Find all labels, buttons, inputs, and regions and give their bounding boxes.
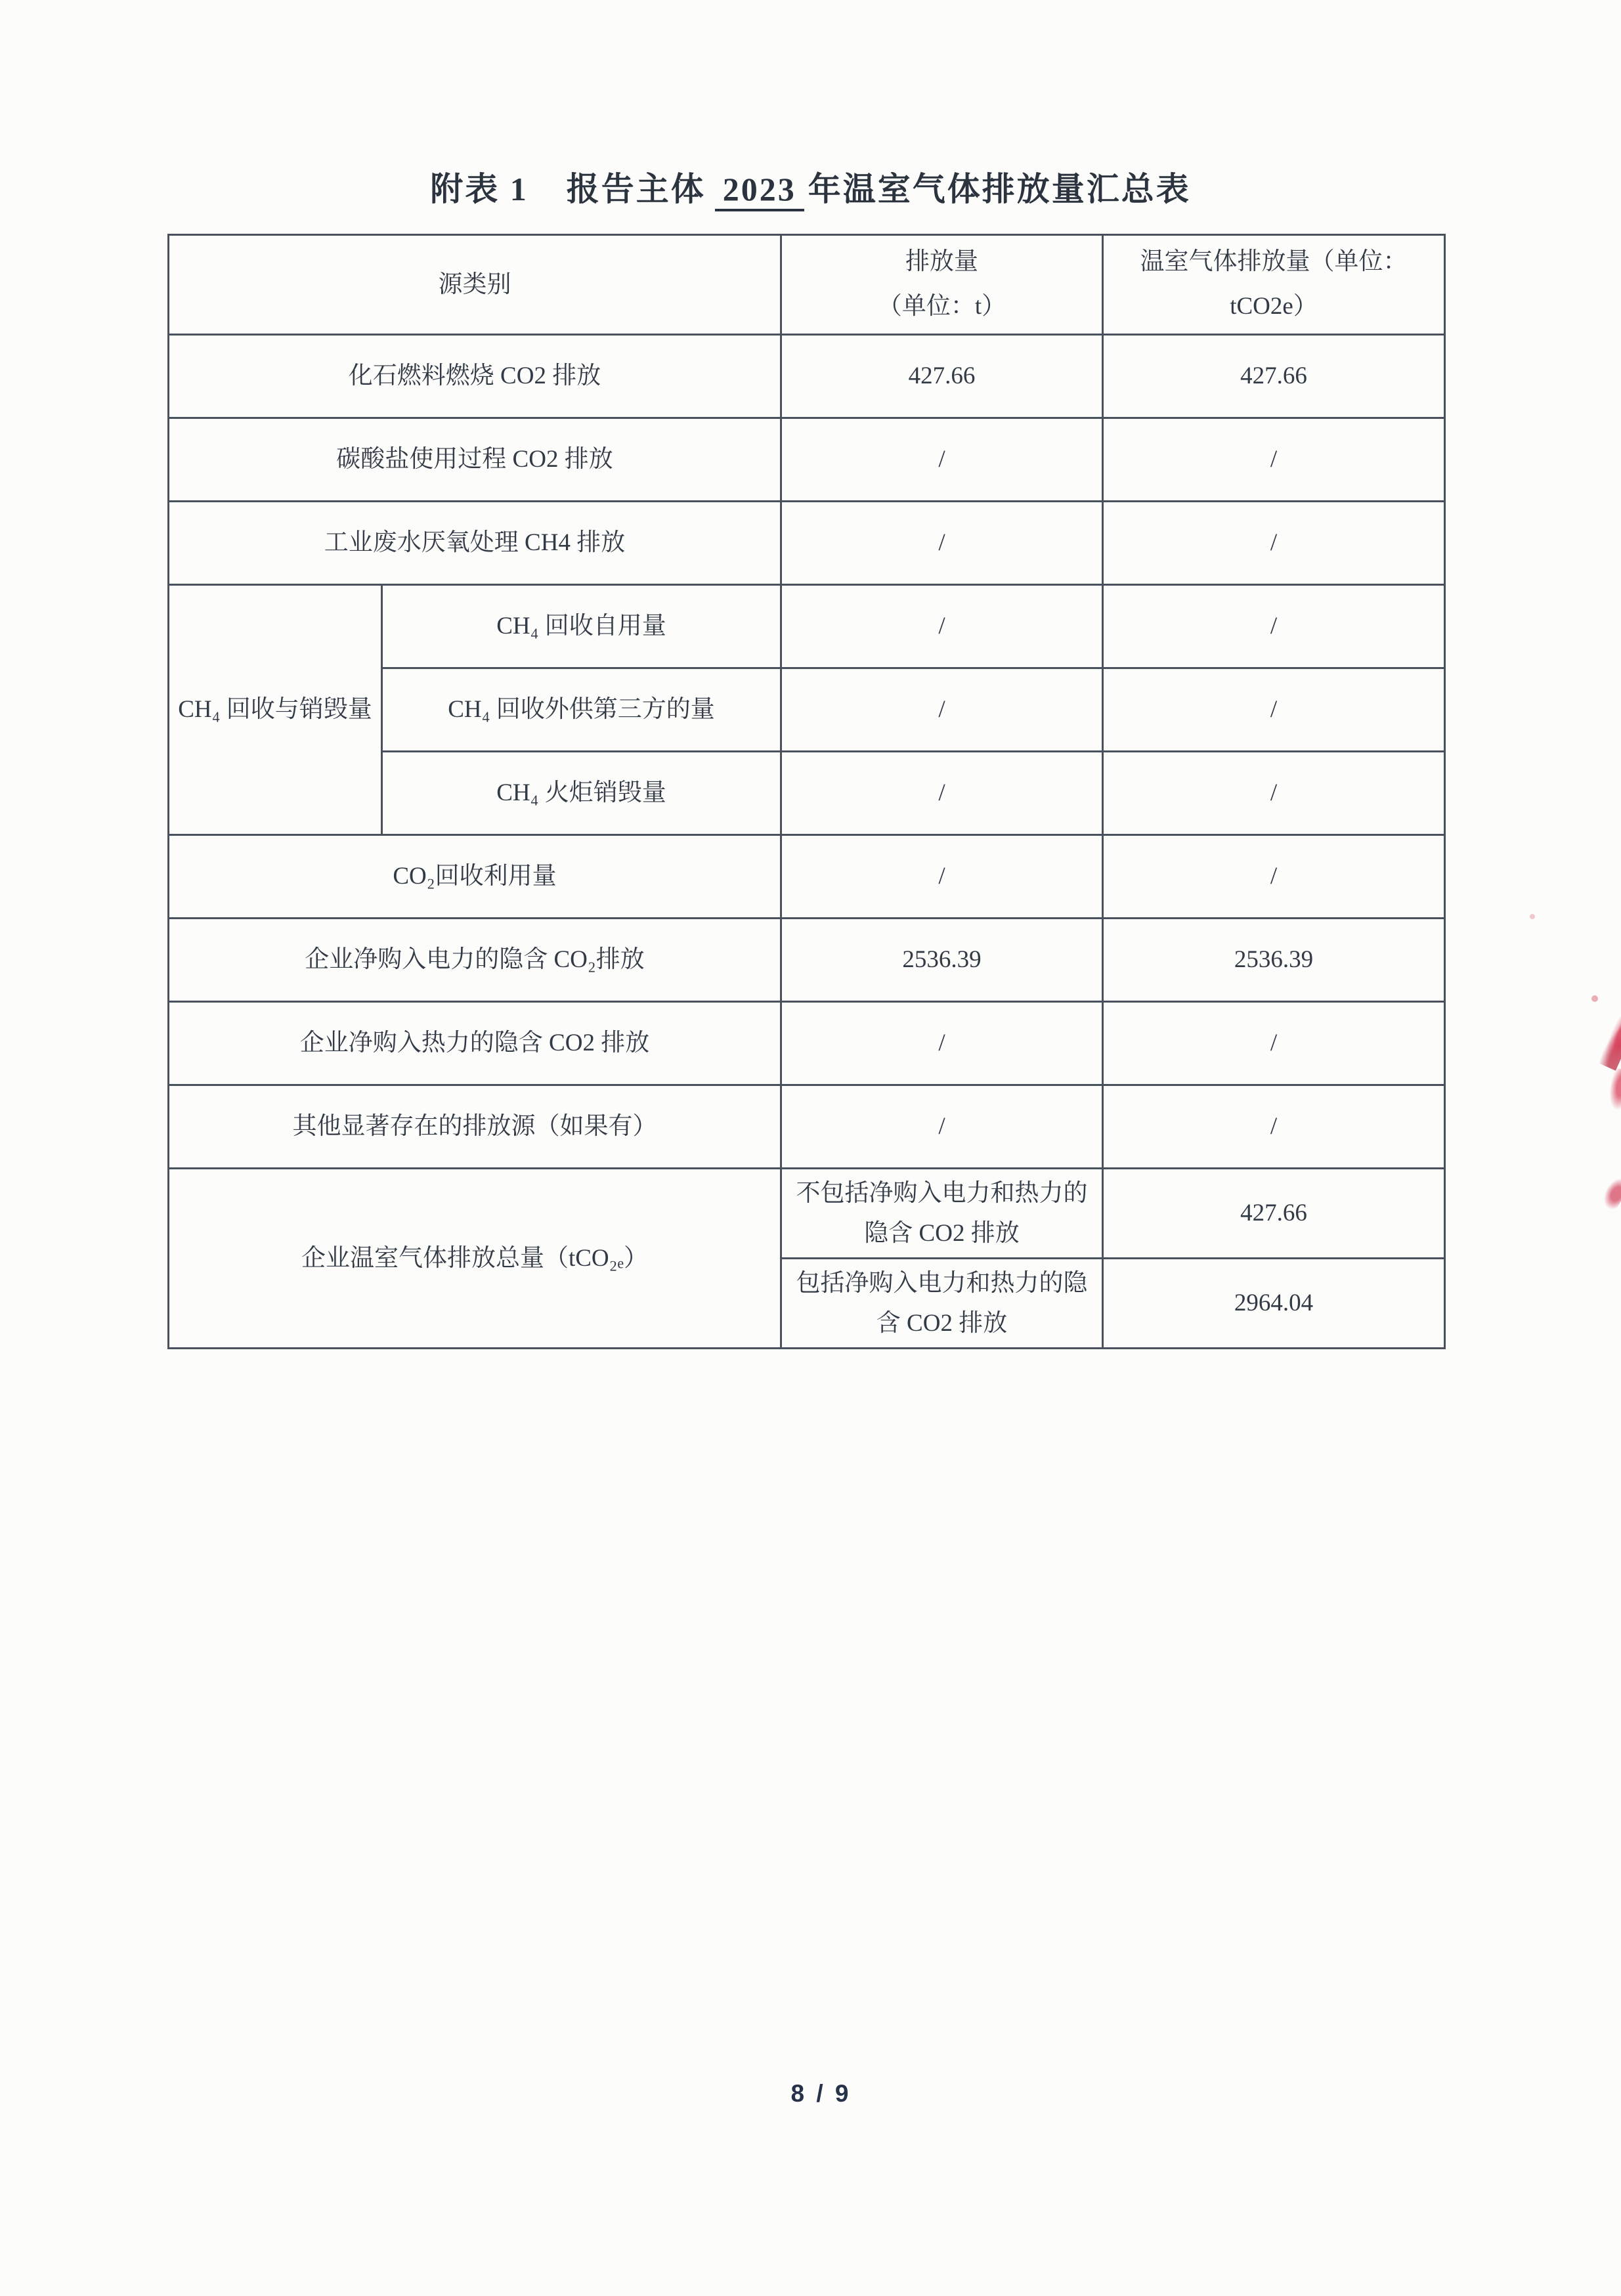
ghg-value: / — [1103, 1001, 1445, 1085]
total-excluding-label: 不包括净购入电力和热力的隐含 CO2 排放 — [781, 1168, 1103, 1258]
header-source-category: 源类别 — [169, 235, 781, 335]
title-table-index: 附表 1 — [430, 171, 529, 207]
row-label: 企业净购入热力的隐含 CO2 排放 — [169, 1001, 781, 1085]
table-row — [169, 834, 1445, 918]
title-subject: 报告主体 — [566, 171, 706, 207]
ghg-value: / — [1103, 584, 1445, 668]
table-header-row — [169, 235, 1445, 335]
header-ghg-amount — [1103, 235, 1445, 335]
total-including-value: 2964.04 — [1103, 1258, 1445, 1348]
ghg-value: / — [1103, 501, 1445, 584]
row-label: 工业废水厌氧处理 CH4 排放 — [169, 501, 781, 584]
total-including-label: 包括净购入电力和热力的隐含 CO2 排放 — [781, 1258, 1103, 1348]
emission-value: / — [781, 418, 1103, 501]
emission-value: 427.66 — [781, 334, 1103, 418]
table-row — [169, 1001, 1445, 1085]
header-ghg-line2: tCO2e） — [1230, 293, 1318, 320]
red-ink-speck — [1530, 914, 1535, 919]
emission-value: / — [781, 1001, 1103, 1085]
ghg-value: 427.66 — [1103, 334, 1445, 418]
table-row — [169, 501, 1445, 584]
ch4-group-label: CH₄ 回收与销毁量 — [169, 584, 382, 834]
emission-value: 2536.39 — [781, 918, 1103, 1001]
header-emission-line1: 排放量 — [905, 248, 978, 275]
ghg-value: 2536.39 — [1103, 918, 1445, 1001]
table-row — [169, 918, 1445, 1001]
ghg-value: / — [1103, 418, 1445, 501]
emissions-summary-table — [167, 234, 1446, 1349]
row-label: 其他显著存在的排放源（如果有） — [169, 1085, 781, 1168]
row-label: 企业净购入电力的隐含 CO₂排放 — [169, 918, 781, 1001]
ghg-value: / — [1103, 668, 1445, 751]
emission-value: / — [781, 668, 1103, 751]
table-row — [169, 418, 1445, 501]
table-row-total — [169, 1168, 1445, 1258]
red-ink-smudge — [1599, 1174, 1621, 1211]
emission-value: / — [781, 584, 1103, 668]
total-row-label: 企业温室气体排放总量（tCO₂ₑ） — [169, 1168, 781, 1348]
red-ink-smudge — [1597, 1016, 1621, 1070]
table-row — [169, 1085, 1445, 1168]
ghg-value: / — [1103, 834, 1445, 918]
row-label: 碳酸盐使用过程 CO2 排放 — [169, 418, 781, 501]
table-row — [169, 584, 1445, 668]
ghg-value: / — [1103, 1085, 1445, 1168]
emission-value: / — [781, 834, 1103, 918]
ghg-value: / — [1103, 751, 1445, 834]
emission-value: / — [781, 1085, 1103, 1168]
row-label: 化石燃料燃烧 CO2 排放 — [169, 334, 781, 418]
red-ink-smudge — [1606, 1068, 1621, 1111]
header-emission-amount — [781, 235, 1103, 335]
emission-value: / — [781, 751, 1103, 834]
row-label: CO₂回收利用量 — [169, 834, 781, 918]
title-year-underlined: 2023 — [715, 171, 804, 211]
row-label: CH₄ 回收自用量 — [382, 584, 781, 668]
title-suffix: 年温室气体排放量汇总表 — [808, 171, 1191, 207]
total-excluding-value: 427.66 — [1103, 1168, 1445, 1258]
header-emission-line2: （单位：t） — [877, 293, 1006, 320]
table-row — [169, 334, 1445, 418]
emission-value: / — [781, 501, 1103, 584]
page-title — [0, 163, 1621, 210]
page-number: 8 / 9 — [790, 2080, 852, 2107]
red-ink-speck — [1591, 995, 1598, 1002]
header-ghg-line1: 温室气体排放量（单位： — [1140, 248, 1408, 275]
row-label: CH₄ 回收外供第三方的量 — [382, 668, 781, 751]
row-label: CH₄ 火炬销毁量 — [382, 751, 781, 834]
